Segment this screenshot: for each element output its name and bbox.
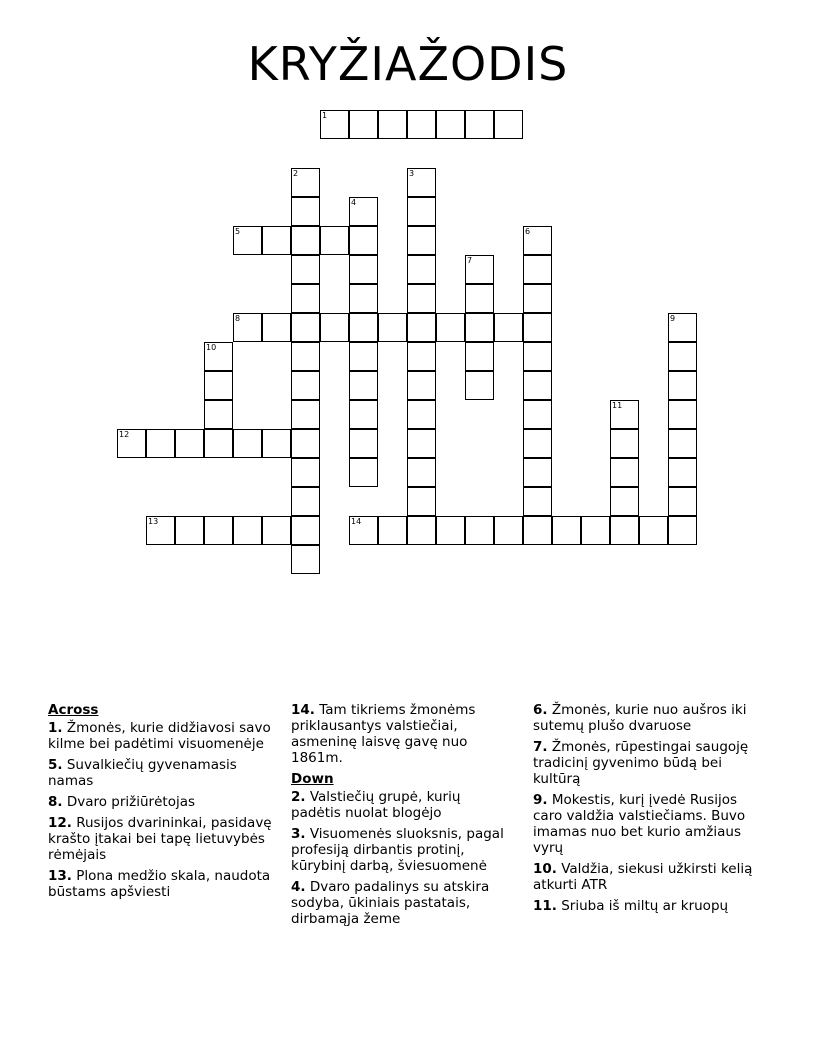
clue-across-13 [48, 868, 274, 900]
grid-cell[interactable] [291, 168, 320, 197]
grid-cell[interactable] [407, 487, 436, 516]
clue-number: 14. [291, 702, 315, 718]
grid-cell[interactable] [610, 400, 639, 429]
clue-number: 6. [533, 702, 548, 718]
grid-cell[interactable] [523, 284, 552, 313]
cell-number: 11 [612, 401, 623, 410]
grid-cell[interactable] [407, 342, 436, 371]
grid-cell[interactable] [465, 516, 494, 545]
grid-cell[interactable] [668, 371, 697, 400]
grid-cell[interactable] [378, 313, 407, 342]
grid-cell[interactable] [262, 226, 291, 255]
grid-cell[interactable] [204, 371, 233, 400]
grid-cell[interactable] [523, 458, 552, 487]
clue-down-3 [291, 826, 513, 874]
cell-number: 6 [525, 227, 531, 236]
clue-number: 10. [533, 861, 557, 877]
clue-number: 11. [533, 898, 557, 914]
clue-across-8 [48, 794, 274, 810]
grid-cell[interactable] [291, 226, 320, 255]
grid-cell[interactable] [407, 313, 436, 342]
grid-cell[interactable] [494, 516, 523, 545]
cell-number: 1 [322, 111, 328, 120]
grid-cell[interactable] [291, 342, 320, 371]
clues-column-3 [533, 702, 765, 919]
grid-cell[interactable] [523, 313, 552, 342]
grid-cell[interactable] [436, 516, 465, 545]
grid-cell[interactable] [407, 400, 436, 429]
grid-cell[interactable] [523, 400, 552, 429]
cell-number: 7 [467, 256, 473, 265]
clue-text: Visuomenės sluoksnis, pagal profesiją dirbantis protinį, kūrybinį darbą, šviesuomenė [291, 826, 504, 874]
grid-cell[interactable] [407, 110, 436, 139]
grid-cell[interactable] [291, 458, 320, 487]
clue-text: Suvalkiečių gyvenamasis namas [48, 757, 237, 789]
cell-number: 9 [670, 314, 676, 323]
grid-cell[interactable] [465, 110, 494, 139]
grid-cell[interactable] [204, 429, 233, 458]
grid-cell[interactable] [581, 516, 610, 545]
clue-text: Sriuba iš miltų ar kruopų [561, 898, 729, 914]
grid-cell[interactable] [668, 313, 697, 342]
grid-cell[interactable] [668, 342, 697, 371]
clue-number: 3. [291, 826, 306, 842]
grid-cell[interactable] [349, 429, 378, 458]
grid-cell[interactable] [465, 313, 494, 342]
grid-cell[interactable] [320, 110, 349, 139]
grid-cell[interactable] [175, 516, 204, 545]
cell-number: 8 [235, 314, 241, 323]
clue-down-11 [533, 898, 765, 914]
grid-cell[interactable] [378, 516, 407, 545]
grid-cell[interactable] [523, 487, 552, 516]
grid-cell[interactable] [668, 429, 697, 458]
grid-cell[interactable] [291, 371, 320, 400]
grid-cell[interactable] [117, 429, 146, 458]
cell-number: 14 [351, 517, 362, 526]
grid-cell[interactable] [523, 516, 552, 545]
grid-cell[interactable] [175, 429, 204, 458]
grid-cell[interactable] [262, 516, 291, 545]
grid-cell[interactable] [349, 110, 378, 139]
grid-cell[interactable] [407, 516, 436, 545]
clue-down-4 [291, 879, 513, 927]
cell-number: 5 [235, 227, 241, 236]
clue-text: Žmonės, kurie didžiavosi savo kilme bei padėtimi visuomenėje [48, 720, 271, 752]
cell-number: 10 [206, 343, 217, 352]
clue-text: Dvaro padalinys su atskira sodyba, ūkiniais pastatais, dirbamąja žeme [291, 879, 490, 927]
grid-cell[interactable] [436, 313, 465, 342]
grid-cell[interactable] [291, 545, 320, 574]
grid-cell[interactable] [610, 458, 639, 487]
clues-column-2 [291, 702, 513, 932]
grid-cell[interactable] [465, 342, 494, 371]
grid-cell[interactable] [233, 313, 262, 342]
grid-cell[interactable] [610, 487, 639, 516]
grid-cell[interactable] [610, 516, 639, 545]
clue-number: 7. [533, 739, 548, 755]
clue-text: Valstiečių grupė, kurių padėtis nuolat blogėjo [291, 789, 461, 821]
grid-cell[interactable] [523, 429, 552, 458]
grid-cell[interactable] [494, 313, 523, 342]
grid-cell[interactable] [407, 197, 436, 226]
grid-cell[interactable] [523, 255, 552, 284]
grid-cell[interactable] [204, 342, 233, 371]
grid-cell[interactable] [233, 429, 262, 458]
clue-down-7 [533, 739, 765, 787]
grid-cell[interactable] [291, 400, 320, 429]
clue-across-1 [48, 720, 274, 752]
clue-down-6 [533, 702, 765, 734]
grid-cell[interactable] [349, 226, 378, 255]
grid-cell[interactable] [465, 284, 494, 313]
grid-cell[interactable] [233, 226, 262, 255]
grid-cell[interactable] [349, 516, 378, 545]
grid-cell[interactable] [204, 400, 233, 429]
across-heading: Across [48, 702, 99, 718]
clue-text: Rusijos dvarininkai, pasidavę krašto įtakai bei tapę lietuvybės rėmėjais [48, 815, 272, 863]
clue-number: 13. [48, 868, 72, 884]
grid-cell[interactable] [349, 458, 378, 487]
grid-cell[interactable] [407, 255, 436, 284]
grid-cell[interactable] [407, 371, 436, 400]
grid-cell[interactable] [407, 284, 436, 313]
grid-cell[interactable] [320, 313, 349, 342]
clue-text: Žmonės, kurie nuo aušros iki sutemų plušo dvaruose [533, 702, 747, 734]
grid-cell[interactable] [407, 168, 436, 197]
grid-cell[interactable] [668, 487, 697, 516]
clue-text: Žmonės, rūpestingai saugoję tradicinį gyvenimo būdą bei kultūrą [533, 739, 749, 787]
clue-text: Tam tikriems žmonėms priklausantys valstiečiai, asmeninę laisvę gavę nuo 1861m. [291, 702, 476, 766]
grid-cell[interactable] [668, 516, 697, 545]
grid-cell[interactable] [291, 284, 320, 313]
grid-cell[interactable] [262, 313, 291, 342]
grid-cell[interactable] [407, 429, 436, 458]
grid-cell[interactable] [204, 516, 233, 545]
cell-number: 12 [119, 430, 130, 439]
clue-text: Plona medžio skala, naudota būstams apšviesti [48, 868, 271, 900]
page-title: KRYŽIAŽODIS [247, 37, 569, 91]
grid-cell[interactable] [436, 110, 465, 139]
grid-cell[interactable] [146, 516, 175, 545]
grid-cell[interactable] [291, 313, 320, 342]
grid-cell[interactable] [349, 284, 378, 313]
grid-cell[interactable] [262, 429, 291, 458]
clue-number: 9. [533, 792, 548, 808]
grid-cell[interactable] [349, 255, 378, 284]
grid-cell[interactable] [349, 400, 378, 429]
grid-cell[interactable] [349, 197, 378, 226]
grid-cell[interactable] [291, 516, 320, 545]
grid-cell[interactable] [349, 371, 378, 400]
grid-cell[interactable] [523, 371, 552, 400]
grid-cell[interactable] [291, 487, 320, 516]
clues-column-1 [48, 702, 274, 905]
clue-number: 2. [291, 789, 306, 805]
grid-cell[interactable] [291, 429, 320, 458]
grid-cell[interactable] [320, 226, 349, 255]
grid-cell[interactable] [668, 400, 697, 429]
grid-cell[interactable] [407, 226, 436, 255]
grid-cell[interactable] [291, 197, 320, 226]
grid-cell[interactable] [378, 110, 407, 139]
grid-cell[interactable] [494, 110, 523, 139]
clue-number: 12. [48, 815, 72, 831]
clue-down-2 [291, 789, 513, 821]
cell-number: 2 [293, 169, 299, 178]
clue-text: Valdžia, siekusi užkirsti kelią atkurti ATR [533, 861, 753, 893]
clue-down-9 [533, 792, 765, 856]
clue-number: 5. [48, 757, 63, 773]
clue-across-5 [48, 757, 274, 789]
grid-cell[interactable] [552, 516, 581, 545]
grid-cell[interactable] [639, 516, 668, 545]
cell-number: 13 [148, 517, 159, 526]
grid-cell[interactable] [349, 342, 378, 371]
grid-cell[interactable] [523, 342, 552, 371]
grid-cell[interactable] [407, 458, 436, 487]
clue-number: 1. [48, 720, 63, 736]
clue-text: Dvaro prižiūrėtojas [66, 794, 196, 810]
clue-number: 8. [48, 794, 63, 810]
grid-cell[interactable] [349, 313, 378, 342]
grid-cell[interactable] [233, 516, 262, 545]
cell-number: 4 [351, 198, 357, 207]
clue-text: Mokestis, kurį įvedė Rusijos caro valdžia valstiečiams. Buvo imamas nuo bet kurio amžiaus vyrų [533, 792, 746, 856]
grid-cell[interactable] [523, 226, 552, 255]
clue-down-10 [533, 861, 765, 893]
clue-across-12 [48, 815, 274, 863]
cell-number: 3 [409, 169, 415, 178]
clue-number: 4. [291, 879, 306, 895]
clue-across-14 [291, 702, 513, 766]
grid-cell[interactable] [610, 429, 639, 458]
grid-cell[interactable] [146, 429, 175, 458]
down-heading: Down [291, 771, 334, 787]
grid-cell[interactable] [291, 255, 320, 284]
grid-cell[interactable] [465, 255, 494, 284]
grid-cell[interactable] [465, 371, 494, 400]
grid-cell[interactable] [668, 458, 697, 487]
